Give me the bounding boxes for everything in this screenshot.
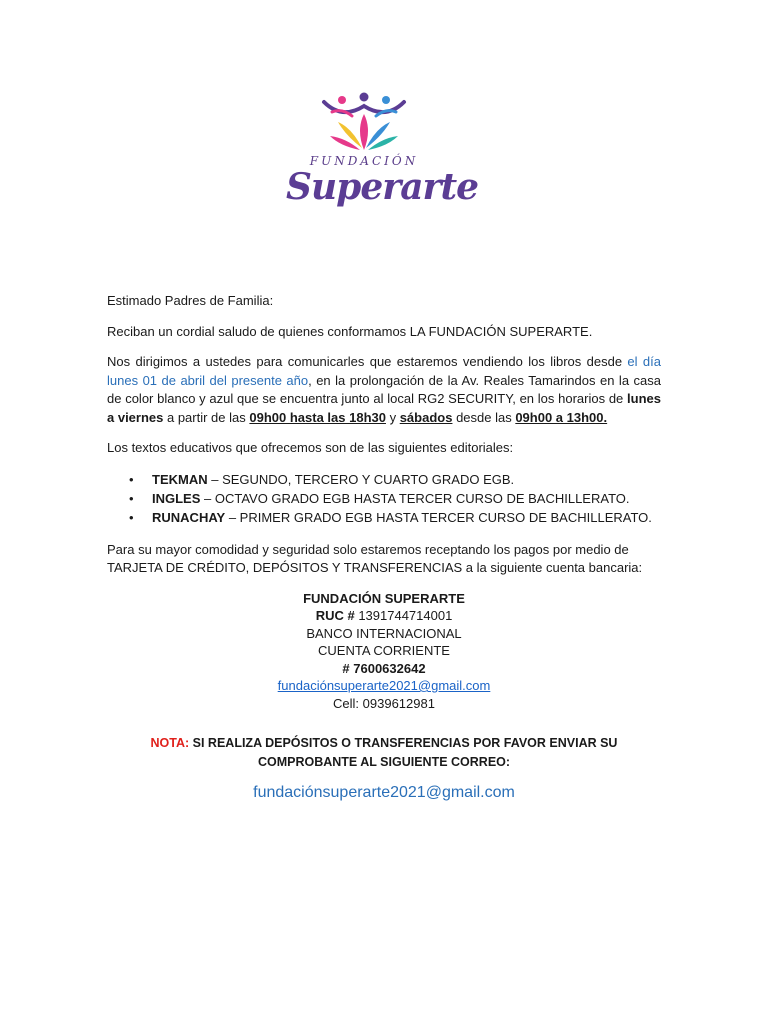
sale-start-date: el día lunes 01 de abril del presente año xyxy=(107,354,661,388)
bank-org: FUNDACIÓN SUPERARTE xyxy=(303,590,465,606)
saturdays: sábados xyxy=(399,409,453,425)
bank-email-link[interactable]: fundaciónsuperarte2021@gmail.com xyxy=(277,678,491,693)
bank-ruc: RUC # 1391744714001 xyxy=(315,608,453,623)
weekday-hours: 09h00 hasta las 18h30 xyxy=(249,409,386,425)
people-lotus-icon xyxy=(318,92,410,154)
fundacion-superarte-logo xyxy=(286,92,479,212)
saturday-hours: 09h00 a 13h00. xyxy=(515,409,608,425)
greeting: Estimado Padres de Familia: xyxy=(107,293,274,308)
bank-details xyxy=(107,590,661,713)
note-text: SI REALIZA DEPÓSITOS O TRANSFERENCIAS POR FAVOR ENVIAR SU COMPROBANTE AL SIGUIENTE CORREO: xyxy=(189,736,618,769)
logo-name: Superarte xyxy=(286,166,479,208)
list-item: • INGLES – OCTAVO GRADO EGB HASTA TERCER CURSO DE BACHILLERATO. xyxy=(129,490,630,506)
bank-name: BANCO INTERNACIONAL xyxy=(306,625,462,641)
list-item: • RUNACHAY – PRIMER GRADO EGB HASTA TERCER CURSO DE BACHILLERATO. xyxy=(129,509,652,525)
bullet-icon: • xyxy=(129,509,134,525)
bullet-icon: • xyxy=(129,471,134,487)
editorials-list xyxy=(107,470,661,527)
list-item: • TEKMAN – SEGUNDO, TERCERO Y CUARTO GRADO EGB. xyxy=(129,471,515,487)
cell-number: Cell: 0939612981 xyxy=(333,695,435,711)
bullet-icon: • xyxy=(129,490,134,506)
payment-paragraph: Para su mayor comodidad y seguridad solo estaremos receptando los pagos por medio de TARJETA DE CRÉDITO, DEPÓSITOS Y TRANSFERENCIAS a la siguiente cuenta bancaria: xyxy=(107,541,643,575)
weekdays: lunes a viernes xyxy=(107,391,661,425)
note xyxy=(107,734,661,772)
letter-body xyxy=(107,292,661,803)
note-label: NOTA: xyxy=(150,736,190,750)
schedule-paragraph: Nos dirigimos a ustedes para comunicarles que estaremos vendiendo los libros desde el día lunes 01 de abril del presente año, en la prolongación de la Av. Reales Tamarindos en la casa de color blanco y azul que se encuentra junto al local RG2 SECURITY, en los horarios de lunes a viernes a partir de las 09h00 hasta las 18h30 y sábados desde las 09h00 a 13h00. xyxy=(107,354,661,425)
intro-paragraph: Reciban un cordial saludo de quienes conformamos LA FUNDACIÓN SUPERARTE. xyxy=(107,323,593,339)
contact-email-link[interactable]: fundaciónsuperarte2021@gmail.com xyxy=(253,784,515,801)
logo-subtitle: FUNDACIÓN xyxy=(309,154,419,168)
account-type: CUENTA CORRIENTE xyxy=(318,643,450,658)
account-number: # 7600632642 xyxy=(342,660,426,676)
texts-intro: Los textos educativos que ofrecemos son de las siguientes editoriales: xyxy=(107,440,514,455)
